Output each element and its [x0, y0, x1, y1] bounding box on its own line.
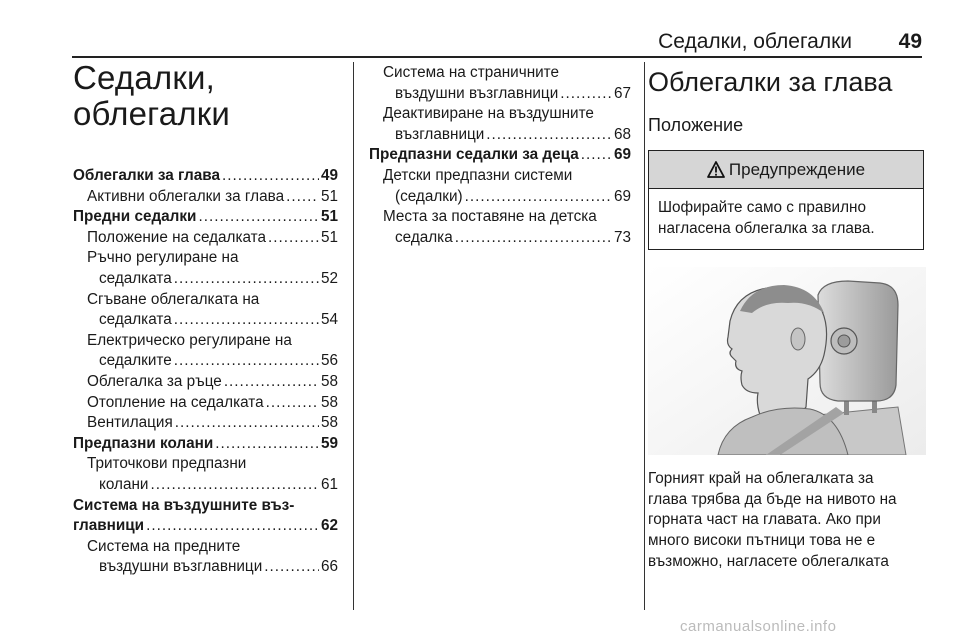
toc-entry-title: Активни облегалки за глава — [87, 187, 285, 205]
warning-text-line: Шофирайте само с правилно — [658, 199, 866, 216]
paragraph-line: възможно, нагласете облегалката — [648, 552, 889, 570]
toc-entry[interactable] — [73, 393, 338, 414]
toc-leader-dots — [222, 166, 319, 187]
toc-entry-title: седалката — [99, 269, 172, 287]
toc-entry-title: въздушни възглавници — [395, 84, 559, 102]
toc-entry-title: Места за поставяне на детска — [383, 208, 597, 226]
headrest — [818, 281, 898, 401]
toc-entry-title: седалките — [99, 352, 172, 370]
toc-page-number: 58 — [320, 414, 338, 432]
toc-entry-title: (седалки) — [395, 187, 463, 205]
headrest-illustration-drawing — [648, 267, 926, 455]
toc-page-number: 73 — [613, 228, 631, 246]
paragraph-line: горната част на главата. Ако при — [648, 511, 881, 529]
toc-entry[interactable] — [73, 228, 338, 249]
toc-entry-title: седалка — [395, 228, 453, 246]
paragraph-line: много високи пътници това не е — [648, 531, 876, 549]
toc-entry[interactable] — [73, 351, 338, 372]
toc-page-number: 52 — [320, 269, 338, 287]
toc-entry[interactable] — [73, 207, 338, 228]
warning-header — [649, 151, 923, 189]
toc-entry[interactable] — [73, 166, 338, 187]
toc-page-number: 66 — [320, 558, 338, 576]
toc-page-number: 69 — [613, 146, 631, 164]
toc-leader-dots — [486, 125, 612, 146]
toc-page-number: 61 — [320, 475, 338, 493]
table-of-contents — [73, 166, 338, 578]
paragraph-line: глава трябва да бъде на нивото на — [648, 490, 897, 508]
toc-leader-dots — [175, 413, 319, 434]
toc-entry-title: седалката — [99, 311, 172, 329]
toc-entry-title: Деактивиране на въздушните — [383, 105, 594, 123]
toc-page-number: 59 — [320, 434, 338, 452]
toc-leader-dots — [146, 516, 319, 537]
toc-entry-title: Детски предпазни системи — [383, 166, 573, 184]
toc-leader-dots — [174, 310, 319, 331]
headrest-illustration — [648, 267, 926, 455]
toc-entry[interactable] — [369, 125, 631, 146]
toc-entry-title: Облегалка за ръце — [87, 372, 222, 390]
toc-page-number: 68 — [613, 125, 631, 143]
column-divider-2 — [644, 62, 645, 610]
toc-page-number: 62 — [320, 517, 338, 535]
subsection-title: Положение — [648, 115, 744, 135]
toc-entry-title: Ръчно регулиране на — [87, 249, 239, 267]
toc-entry-title: Сгъване облегалката на — [87, 290, 260, 308]
toc-entry[interactable] — [73, 413, 338, 434]
toc-page-number: 49 — [320, 167, 338, 184]
watermark: carmanualsonline.info — [680, 618, 837, 635]
toc-page-number: 56 — [320, 352, 338, 370]
toc-entry[interactable] — [73, 434, 338, 455]
content-column — [648, 60, 926, 572]
toc-entry-title: Положение на седалката — [87, 228, 267, 246]
paragraph-line: Горният край на облегалката за — [648, 470, 874, 488]
toc-entry-title: възглавници — [395, 125, 485, 143]
toc-column-2 — [369, 60, 631, 248]
toc-entry-title: Електрическо регулиране на — [87, 331, 292, 349]
column-divider-1 — [353, 62, 354, 610]
chapter-title — [73, 60, 338, 132]
toc-entry[interactable] — [73, 310, 338, 331]
instruction-paragraph — [648, 469, 926, 572]
chapter-title-line-1: Седалки, — [73, 59, 215, 96]
toc-leader-dots — [264, 557, 319, 578]
toc-entry-title: Система на въздушните въз- — [73, 496, 295, 514]
toc-entry-title: главници — [73, 517, 145, 535]
toc-entry-title: Триточкови предпазни — [87, 455, 247, 473]
toc-page-number: 54 — [320, 311, 338, 329]
table-of-contents-continued — [369, 63, 631, 248]
toc-entry-title: Система на предните — [87, 537, 241, 555]
toc-leader-dots — [224, 372, 319, 393]
toc-leader-dots — [150, 475, 319, 496]
toc-leader-dots — [174, 351, 319, 372]
toc-entry-title: Вентилация — [87, 414, 173, 432]
toc-leader-dots — [286, 187, 319, 208]
toc-leader-dots — [215, 434, 319, 455]
toc-leader-dots — [198, 207, 319, 228]
toc-entry-title: Предни седалки — [73, 208, 197, 226]
toc-entry[interactable] — [73, 269, 338, 290]
toc-entry-title: Предпазни седалки за деца — [369, 146, 579, 164]
warning-box — [648, 150, 924, 250]
header-title: Седалки, облегалки — [658, 30, 852, 53]
toc-leader-dots — [465, 187, 612, 208]
section-title: Облегалки за глава — [648, 67, 893, 97]
toc-entry-title: въздушни възглавници — [99, 558, 263, 576]
page-header — [72, 26, 922, 58]
toc-page-number: 51 — [320, 187, 338, 205]
toc-entry[interactable] — [73, 475, 338, 496]
toc-page-number: 58 — [320, 393, 338, 411]
toc-entry[interactable] — [73, 187, 338, 208]
toc-leader-dots — [455, 228, 612, 249]
toc-entry-title: Система на страничните — [383, 64, 560, 81]
toc-entry[interactable] — [369, 187, 631, 208]
toc-entry[interactable] — [73, 557, 338, 578]
toc-entry-title: Предпазни колани — [73, 434, 214, 452]
toc-column-1 — [73, 60, 338, 578]
toc-page-number: 67 — [613, 84, 631, 102]
toc-leader-dots — [560, 84, 612, 105]
toc-page-number: 69 — [613, 187, 631, 205]
warning-text — [649, 189, 923, 249]
toc-leader-dots — [174, 269, 319, 290]
toc-entry[interactable] — [369, 84, 631, 105]
toc-leader-dots — [266, 393, 319, 414]
toc-entry-title: Облегалки за глава — [73, 167, 220, 184]
toc-leader-dots — [268, 228, 319, 249]
toc-entry[interactable] — [73, 372, 338, 393]
toc-leader-dots — [581, 145, 612, 166]
toc-entry[interactable] — [369, 145, 631, 166]
toc-entry-title: колани — [99, 475, 149, 493]
warning-triangle-icon — [707, 161, 725, 178]
toc-entry-title: Отопление на седалката — [87, 393, 264, 411]
toc-page-number: 51 — [320, 228, 338, 246]
page-number: 49 — [898, 30, 922, 53]
ear — [791, 328, 805, 350]
toc-page-number: 51 — [320, 208, 338, 226]
chapter-title-line-2: облегалки — [73, 95, 230, 132]
warning-title: Предупреждение — [728, 159, 866, 179]
toc-entry[interactable] — [369, 228, 631, 249]
toc-entry[interactable] — [73, 516, 338, 537]
warning-text-line: нагласена облегалка за глава. — [658, 219, 875, 237]
toc-page-number: 58 — [320, 372, 338, 390]
